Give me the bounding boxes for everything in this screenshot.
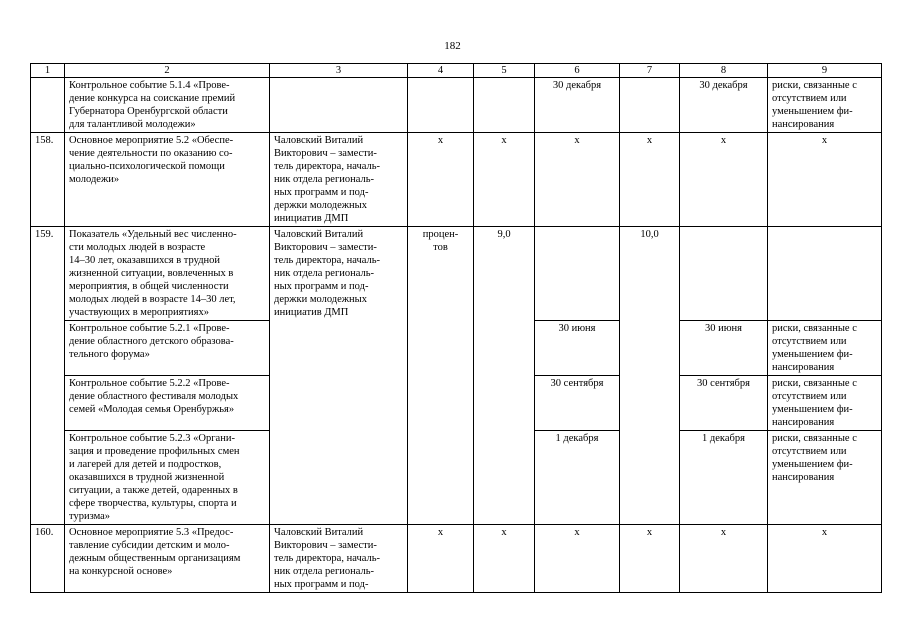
unit: х xyxy=(408,133,474,227)
column-header: 8 xyxy=(680,64,768,78)
column-header: 7 xyxy=(620,64,680,78)
column-header: 9 xyxy=(768,64,882,78)
value-col5 xyxy=(474,78,535,133)
risk-text: риски, связанные с отсутствием или уменьшением фи- нансирования xyxy=(768,321,882,376)
date-col6: 1 декабря xyxy=(535,431,620,525)
table-row xyxy=(31,78,882,133)
responsible: Чаловский Виталий Викторович – замести- тель директора, началь- ник отдела региональ- ных программ и под- держки молодежных инициатив ДМП xyxy=(270,133,408,227)
column-header: 3 xyxy=(270,64,408,78)
value-col5: х xyxy=(474,133,535,227)
risk-text: риски, связанные с отсутствием или уменьшением фи- нансирования xyxy=(768,376,882,431)
date-col6: х xyxy=(535,133,620,227)
table-row xyxy=(31,227,882,321)
date-col8: 30 июня xyxy=(680,321,768,376)
row-number: 158. xyxy=(31,133,65,227)
value-col5: х xyxy=(474,525,535,593)
row-number: 160. xyxy=(31,525,65,593)
event-name: Контрольное событие 5.1.4 «Прове- дение конкурса на соискание премий Губернатора Оренбургской области для талантливой молодежи» xyxy=(65,78,270,133)
table-row xyxy=(31,525,882,593)
unit: х xyxy=(408,525,474,593)
plan-table xyxy=(30,63,882,593)
event-name: Контрольное событие 5.2.3 «Органи- зация и проведение профильных смен и лагерей для детей и подростков, оказавшихся в трудной жизненной ситуации, а также детей, одаренных в сфере творчества, культуры, спорта и туризма» xyxy=(65,431,270,525)
table-row xyxy=(31,133,882,227)
date-col6: 30 сентября xyxy=(535,376,620,431)
event-name: Контрольное событие 5.2.2 «Прове- дение областного фестиваля молодых семей «Молодая семья Оренбуржья» xyxy=(65,376,270,431)
date-col6: 30 декабря xyxy=(535,78,620,133)
date-col8: 30 декабря xyxy=(680,78,768,133)
date-col8: х xyxy=(680,133,768,227)
risk-text: риски, связанные с отсутствием или уменьшением фи- нансирования xyxy=(768,78,882,133)
column-header: 4 xyxy=(408,64,474,78)
indicator-name: Показатель «Удельный вес численно- сти молодых людей в возрасте 14–30 лет, оказавшихся в трудной жизненной ситуации, вовлеченных в мероприятия, в общей численности молодых людей в возрасте 14–30 лет, участвующих в мероприятиях» xyxy=(65,227,270,321)
responsible: Чаловский Виталий Викторович – замести- тель директора, началь- ник отдела региональ- ных программ и под- держки молодежных инициатив ДМП xyxy=(270,227,408,525)
row-number xyxy=(31,78,65,133)
date-col8: х xyxy=(680,525,768,593)
risk-text xyxy=(768,227,882,321)
unit xyxy=(408,78,474,133)
responsible xyxy=(270,78,408,133)
column-header: 6 xyxy=(535,64,620,78)
date-col6 xyxy=(535,227,620,321)
value-col7 xyxy=(620,78,680,133)
value-col5: 9,0 xyxy=(474,227,535,525)
date-col8: 1 декабря xyxy=(680,431,768,525)
date-col6: х xyxy=(535,525,620,593)
risk-text: риски, связанные с отсутствием или уменьшением фи- нансирования xyxy=(768,431,882,525)
column-header: 2 xyxy=(65,64,270,78)
date-col6: 30 июня xyxy=(535,321,620,376)
row-number: 159. xyxy=(31,227,65,525)
date-col8: 30 сентября xyxy=(680,376,768,431)
risk-text: х xyxy=(768,525,882,593)
column-header: 1 xyxy=(31,64,65,78)
value-col7: х xyxy=(620,133,680,227)
page-number: 182 xyxy=(444,40,461,52)
responsible: Чаловский Виталий Викторович – замести- тель директора, началь- ник отдела региональ- ных программ и под- xyxy=(270,525,408,593)
event-name: Основное мероприятие 5.2 «Обеспе- чение деятельности по оказанию со- циально-психологической помощи молодежи» xyxy=(65,133,270,227)
header-row xyxy=(31,64,882,78)
event-name: Контрольное событие 5.2.1 «Прове- дение областного детского образова- тельного форума» xyxy=(65,321,270,376)
column-header: 5 xyxy=(474,64,535,78)
unit: процен- тов xyxy=(408,227,474,525)
risk-text: х xyxy=(768,133,882,227)
date-col8 xyxy=(680,227,768,321)
value-col7: х xyxy=(620,525,680,593)
event-name: Основное мероприятие 5.3 «Предос- тавление субсидии детским и моло- дежным общественным организациям на конкурсной основе» xyxy=(65,525,270,593)
value-col7: 10,0 xyxy=(620,227,680,525)
